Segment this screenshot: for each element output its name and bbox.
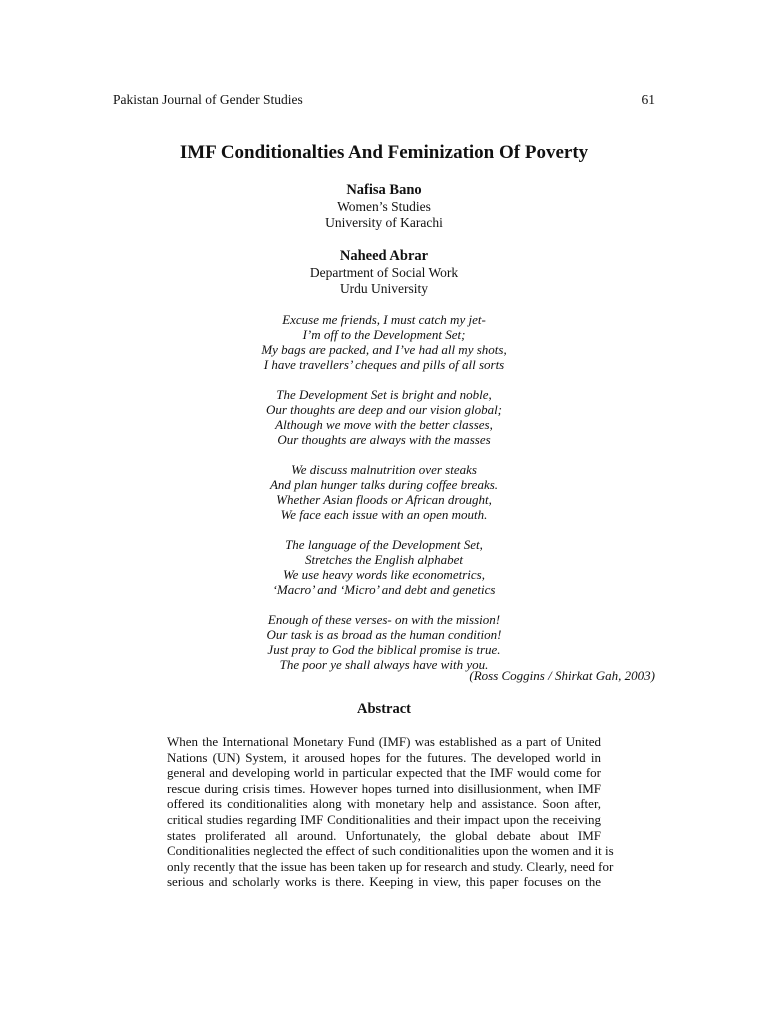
author-block	[0, 182, 768, 230]
poem-line: Stretches the English alphabet	[304, 552, 464, 567]
poem-line: Excuse me friends, I must catch my jet-	[282, 312, 486, 327]
poem-line: We use heavy words like econometrics,	[283, 567, 485, 582]
abstract-line: general and developing world in particular expected that the IMF would come for	[167, 765, 601, 781]
abstract-line: Conditionalities neglected the effect of such conditionalities upon the women and it is	[167, 843, 614, 859]
poem-line: The Development Set is bright and noble,	[276, 387, 492, 402]
epigraph-poem	[0, 312, 768, 687]
abstract-line: offered its conditionalities along with monetary help and assistance. Soon after,	[167, 796, 601, 812]
author-institution: Urdu University	[339, 280, 429, 296]
poem-line: ‘Macro’ and ‘Micro’ and debt and genetics	[272, 582, 496, 597]
poem-line: Our task is as broad as the human condition!	[266, 627, 502, 642]
poem-stanza	[0, 537, 768, 597]
poem-line: We discuss malnutrition over steaks	[291, 462, 477, 477]
abstract-line: rescue during crisis times. However hopes turned into disillusionment, when IMF	[167, 780, 601, 796]
poem-attribution: (Ross Coggins / Shirkat Gah, 2003)	[469, 668, 655, 683]
poem-line: Although we move with the better classes,	[275, 417, 493, 432]
poem-line: My bags are packed, and I’ve had all my shots,	[261, 342, 507, 357]
poem-line: The language of the Development Set,	[285, 537, 483, 552]
poem-line: Just pray to God the biblical promise is true.	[267, 642, 501, 657]
page-number: 61	[641, 92, 655, 107]
abstract-line: Nations (UN) System, it aroused hopes for the futures. The developed world in	[167, 749, 601, 765]
abstract-body	[167, 734, 614, 890]
author-department: Department of Social Work	[309, 265, 459, 280]
poem-line: I’m off to the Development Set;	[302, 327, 466, 342]
poem-line: And plan hunger talks during coffee breaks.	[269, 477, 499, 492]
poem-stanza	[0, 312, 768, 372]
author-institution: University of Karachi	[325, 214, 443, 230]
journal-name: Pakistan Journal of Gender Studies	[113, 92, 303, 107]
poem-line: Whether Asian floods or African drought,	[276, 492, 492, 507]
poem-line: We face each issue with an open mouth.	[280, 507, 488, 522]
author-name: Naheed Abrar	[339, 248, 429, 264]
poem-stanza	[0, 612, 768, 672]
poem-line: Our thoughts are deep and our vision global;	[265, 402, 503, 417]
poem-stanza	[0, 387, 768, 447]
author-name: Nafisa Bano	[346, 182, 422, 198]
poem-line: Our thoughts are always with the masses	[277, 432, 491, 447]
poem-line: Enough of these verses- on with the mission!	[267, 612, 501, 627]
abstract-line: states proliferated all around. Unfortunately, the global debate about IMF	[167, 827, 601, 843]
abstract-heading: Abstract	[357, 701, 411, 717]
poem-line: I have travellers’ cheques and pills of all sorts	[263, 357, 505, 372]
author-department: Women’s Studies	[337, 199, 431, 214]
poem-stanza	[0, 462, 768, 522]
abstract-line: critical studies regarding IMF Conditionalities and their impact upon the receiving	[167, 811, 601, 827]
paper-title: IMF Conditionalties And Feminization Of Poverty	[179, 142, 589, 163]
author-block	[0, 248, 768, 296]
abstract-line: serious and scholarly works is there. Keeping in view, this paper focuses on the	[167, 874, 601, 890]
abstract-line: only recently that the issue has been taken up for research and study. Clearly, need for	[167, 858, 614, 874]
abstract-line: When the International Monetary Fund (IMF) was established as a part of United	[167, 734, 601, 749]
poem-line: The poor ye shall always have with you.	[279, 657, 489, 672]
